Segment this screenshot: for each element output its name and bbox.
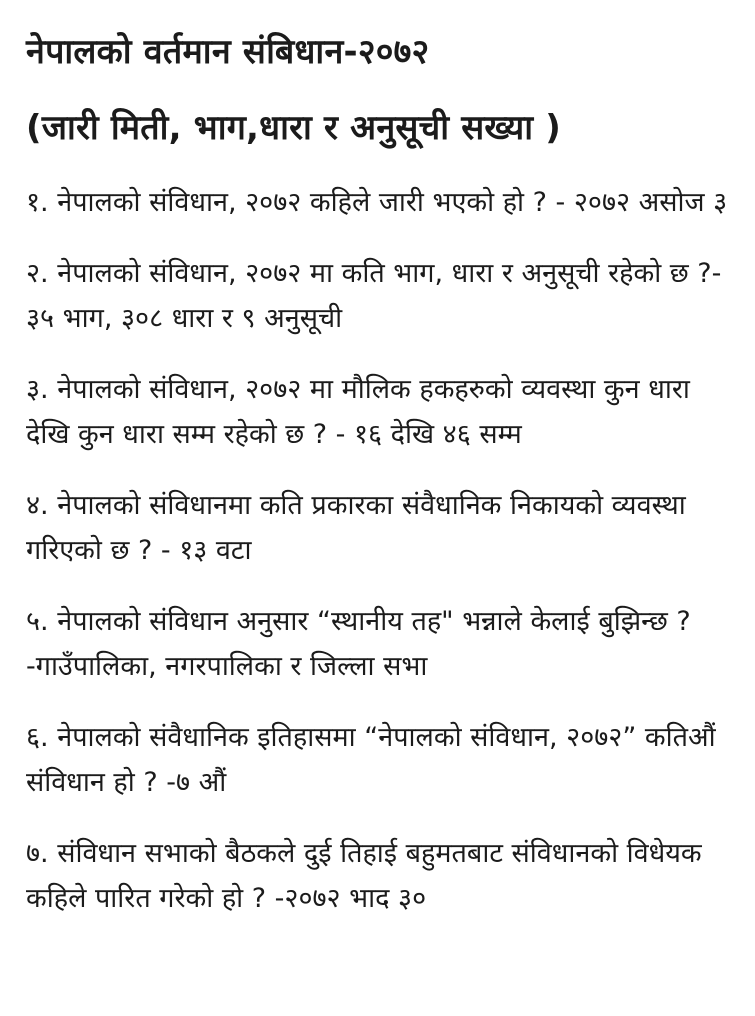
question-answer-item: ६. नेपालको संवैधानिक इतिहासमा “नेपालको संविधान, २०७२” कतिऔं संविधान हो ? -७ औं [26,722,716,798]
question-answer-item: ५. नेपालको संविधान अनुसार “स्थानीय तह" भन्नाले केलाई बुझिन्छ ? -गाउँपालिका, नगरपालिका र जिल्ला सभा [26,606,691,682]
question-answer-item: ३. नेपालको संविधान, २०७२ मा मौलिक हकहरुको व्यवस्था कुन धारा देखि कुन धारा सम्म रहेको छ ? - १६ देखि ४६ सम्म [26,374,690,450]
question-answer-item: ७. संविधान सभाको बैठकले दुई तिहाई बहुमतबाट संविधानको विधेयक कहिले पारित गरेको हो ? -२०७२ भाद ३० [26,838,702,914]
question-answer-item: ४. नेपालको संविधानमा कति प्रकारका संवैधानिक निकायको व्यवस्था गरिएको छ ? - १३ वटा [26,490,686,566]
document-subtitle: (जारी मिती, भाग,धारा र अनुसूची सख्या ) [26,108,562,148]
question-answer-item: २. नेपालको संविधान, २०७२ मा कति भाग, धारा र अनुसूची रहेको छ ?- ३५ भाग, ३०८ धारा र ९ अनुसूची [26,258,722,334]
question-answer-list [26,180,733,921]
question-answer-item: १. नेपालको संविधान, २०७२ कहिले जारी भएको हो ? - २०७२ असोज ३ [26,187,728,218]
document-title: नेपालको वर्तमान संबिधान-२०७२ [26,32,430,72]
